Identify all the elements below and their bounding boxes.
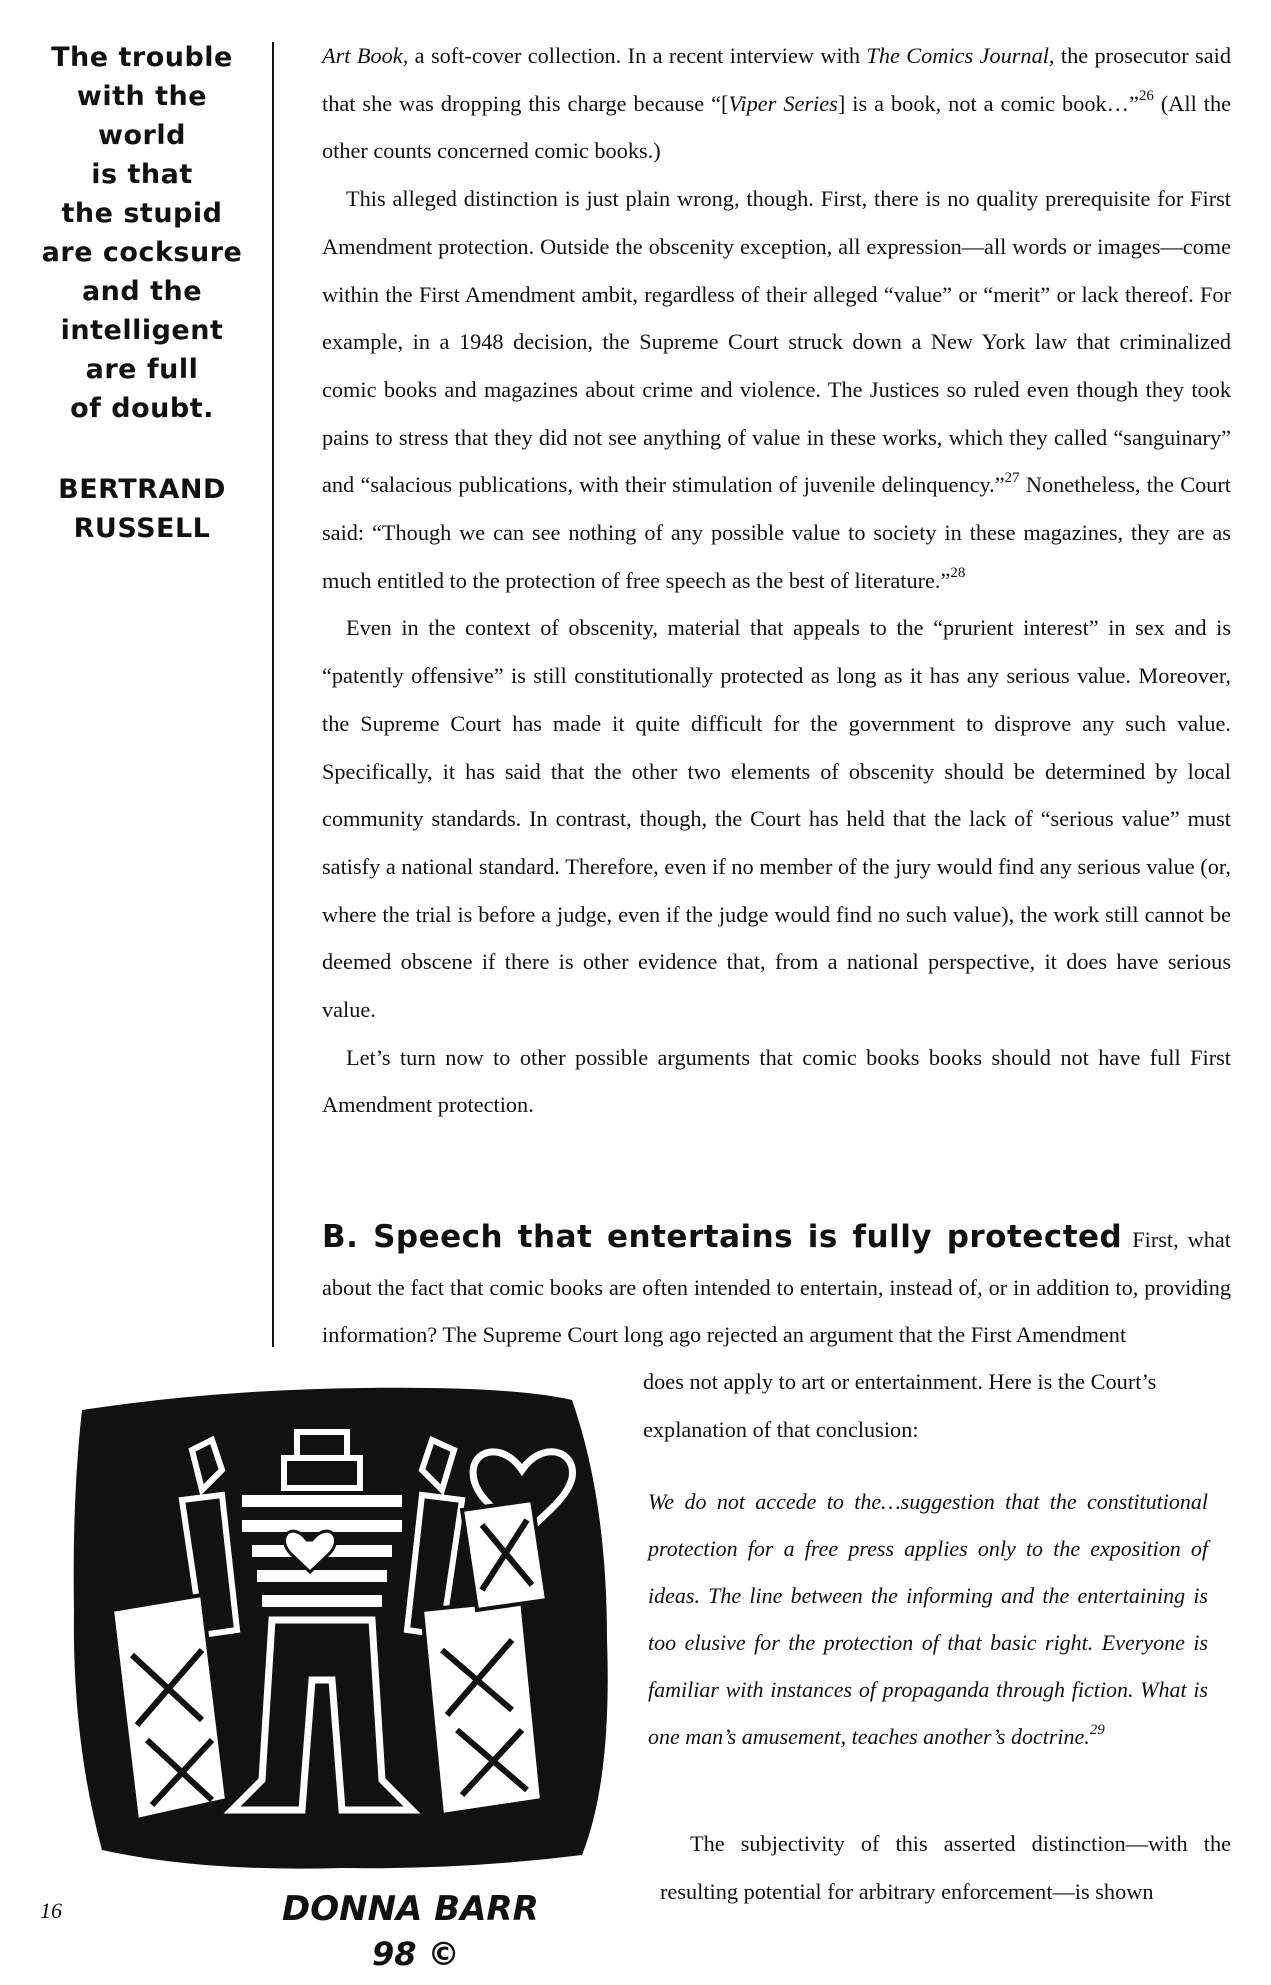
epigraph-line: of doubt. [70,393,214,424]
sidebar-quote [30,38,254,548]
paragraph-3: Even in the context of obscenity, material that appeals to the “prurient interest” in sex and is “patently offensive” is still constitutionally protected as long as it has any serious value. Moreover, the Supreme Court has made it quite difficult for the government to disprove any such value. Specifically, it has said that the other two elements of obscenity should be determined by local community standards. In contrast, though, the Court has held that the lack of “serious value” must satisfy a national standard. Therefore, even if no member of the jury would find any serious value (or, where the trial is before a judge, even if the judge would find no such value), the work still cannot be deemed obscene if there is other evidence that, from a national perspective, it does have serious value. [322,615,1231,1023]
footnote-27: 27 [1004,469,1020,486]
paragraph-1: Art Book, a soft-cover collection. In a recent interview with The Comics Journal, the prosecutor said that she was dropping this charge because “[Viper Series] is a book, not a comic book…”$^{26}$ (All the other counts concerned comic books.) [322,43,1231,164]
epigraph-line: are cocksure [41,237,243,268]
footnote-28: 28 [950,565,966,582]
signature-year: 98 © [372,1935,460,1973]
page-number: 16 [40,1898,62,1923]
wrapped-text: does not apply to art or entertainment. Here is the Court’s explanation of that conclusion: [643,1369,1157,1442]
column-divider [272,42,274,1347]
footnote-26: 26 [1138,88,1154,105]
author-line: BERTRAND [58,474,226,505]
paragraph-2: This alleged distinction is just plain wrong, though. First, there is no quality prerequisite for First Amendment protection. Outside the obscenity exception, all expression—all words or images—come within the First Amendment ambit, regardless of their alleged “value” or “merit” or lack thereof. For example, in a 1948 decision, the Supreme Court struck down a New York law that criminalized comic books and magazines about crime and violence. The Justices so ruled even though they took pains to stress that they did not see anything of value in these works, which they called “sanguinary” and “salacious publications, with their stimulation of juvenile delinquency.”$^{27}$ Nonetheless, the Court said: “Though we can see nothing of any possible value to society in these magazines, they are as much entitled to the protection of free speech as the best of literature.”$^{28}$ [322,186,1232,593]
epigraph-author [30,470,254,548]
paragraph-4: Let’s turn now to other possible arguments that comic books books should not have full First Amendment protection. [322,1044,1231,1118]
artist-signature: DONNA BARR [282,1889,539,1929]
illustration [62,1380,622,1980]
section-intro: First, what about the fact that comic books are often intended to entertain, instead of, or in addition to, providing information? The Supreme Court long ago rejected an argument that the First Amendment [322,1227,1231,1348]
epigraph-line: are full [85,354,199,385]
epigraph [30,38,254,428]
body-text [322,32,1231,1129]
section-heading: B. Speech that entertains is fully protected [322,1219,1123,1255]
epigraph-line: is that [91,159,193,190]
epigraph-line: intelligent [60,315,224,346]
epigraph-line: and the [81,276,203,307]
epigraph-line: The trouble [51,42,233,73]
block-quote: We do not accede to the…suggestion that the constitutional protection for a free press applies only to the exposition of ideas. The line between the informing and the entertaining is too elusive for the protection of that basic right. Everyone is familiar with instances of propaganda through fiction. What is one man’s amusement, teaches another’s doctrine.$^{29}$ [648,1489,1208,1749]
section-b [322,1214,1231,1359]
footnote-29: 29 [1089,1721,1105,1738]
epigraph-line: the stupid [61,198,223,229]
continuation-text: The subjectivity of this asserted distinction—with the resulting potential for arbitrary enforcement—is shown [660,1831,1231,1904]
author-line: RUSSELL [73,513,211,544]
epigraph-line: with the world [76,81,208,151]
